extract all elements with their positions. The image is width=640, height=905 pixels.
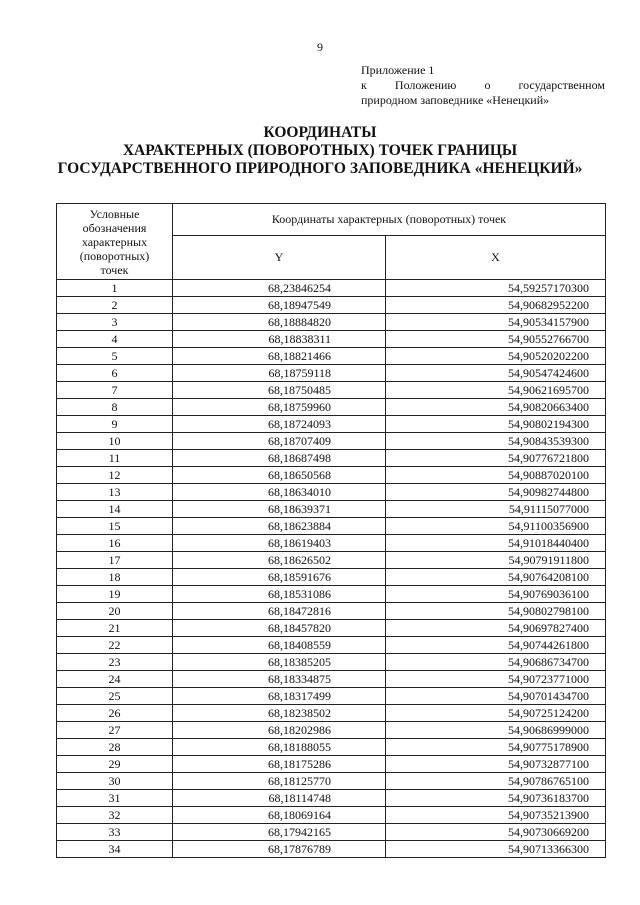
point-number-cell: 25 <box>57 688 173 705</box>
page-number: 9 <box>317 40 323 54</box>
point-label-header <box>57 204 173 280</box>
x-coordinate-cell: 54,90982744800 <box>386 484 606 501</box>
table-row <box>57 399 606 416</box>
y-coordinate-cell: 68,23846254 <box>173 280 386 297</box>
coordinates-table <box>56 203 606 858</box>
point-number-cell: 19 <box>57 586 173 603</box>
x-coordinate-cell: 54,90725124200 <box>386 705 606 722</box>
table-row <box>57 314 606 331</box>
point-number-cell: 9 <box>57 416 173 433</box>
point-number-cell: 11 <box>57 450 173 467</box>
appendix-line-2 <box>361 78 605 93</box>
y-coordinate-cell: 68,18457820 <box>173 620 386 637</box>
table-row <box>57 807 606 824</box>
point-number-cell: 4 <box>57 331 173 348</box>
y-coordinate-cell: 68,18317499 <box>173 688 386 705</box>
point-number-cell: 3 <box>57 314 173 331</box>
point-number-cell: 21 <box>57 620 173 637</box>
y-coordinate-cell: 68,18759960 <box>173 399 386 416</box>
appendix-line-1: Приложение 1 <box>361 63 435 77</box>
point-number-cell: 33 <box>57 824 173 841</box>
table-row <box>57 348 606 365</box>
y-coordinate-cell: 68,18069164 <box>173 807 386 824</box>
x-coordinate-cell: 54,59257170300 <box>386 280 606 297</box>
x-coordinate-cell: 54,91018440400 <box>386 535 606 552</box>
point-number-cell: 29 <box>57 756 173 773</box>
table-row <box>57 841 606 858</box>
table-row <box>57 569 606 586</box>
table-row <box>57 620 606 637</box>
table-row <box>57 484 606 501</box>
y-column-header: Y <box>173 236 386 280</box>
x-coordinate-cell: 54,90552766700 <box>386 331 606 348</box>
y-coordinate-cell: 68,18114748 <box>173 790 386 807</box>
y-coordinate-cell: 68,18884820 <box>173 314 386 331</box>
x-coordinate-cell: 54,90735213900 <box>386 807 606 824</box>
table-row <box>57 552 606 569</box>
y-coordinate-cell: 68,18188055 <box>173 739 386 756</box>
x-coordinate-cell: 54,90621695700 <box>386 382 606 399</box>
x-coordinate-cell: 54,90686999000 <box>386 722 606 739</box>
header-line: (поворотных) <box>79 248 150 263</box>
point-number-cell: 27 <box>57 722 173 739</box>
y-coordinate-cell: 68,18626502 <box>173 552 386 569</box>
table-row <box>57 654 606 671</box>
header-line: Условные <box>89 206 140 221</box>
title-line-3: ГОСУДАРСТВЕННОГО ПРИРОДНОГО ЗАПОВЕДНИКА «НЕНЕЦКИЙ» <box>57 160 583 177</box>
point-number-cell: 10 <box>57 433 173 450</box>
y-coordinate-cell: 68,18634010 <box>173 484 386 501</box>
x-coordinate-cell: 54,90701434700 <box>386 688 606 705</box>
x-coordinate-cell: 54,90776721800 <box>386 450 606 467</box>
y-coordinate-cell: 68,18125770 <box>173 773 386 790</box>
y-coordinate-cell: 68,18650568 <box>173 467 386 484</box>
y-coordinate-cell: 68,18175286 <box>173 756 386 773</box>
x-coordinate-cell: 54,90769036100 <box>386 586 606 603</box>
y-coordinate-cell: 68,18334875 <box>173 671 386 688</box>
x-coordinate-cell: 54,90802194300 <box>386 416 606 433</box>
point-number-cell: 14 <box>57 501 173 518</box>
appendix-note <box>361 63 605 108</box>
y-coordinate-cell: 68,18472816 <box>173 603 386 620</box>
table-row <box>57 382 606 399</box>
x-coordinate-cell: 54,90786765100 <box>386 773 606 790</box>
x-coordinate-cell: 54,90775178900 <box>386 739 606 756</box>
table-row <box>57 450 606 467</box>
point-number-cell: 1 <box>57 280 173 297</box>
y-coordinate-cell: 68,18821466 <box>173 348 386 365</box>
point-number-cell: 28 <box>57 739 173 756</box>
x-column-header: X <box>386 236 606 280</box>
appendix-word: о <box>484 78 491 92</box>
x-coordinate-cell: 54,90730669200 <box>386 824 606 841</box>
x-coordinate-cell: 54,90744261800 <box>386 637 606 654</box>
point-number-cell: 20 <box>57 603 173 620</box>
table-row <box>57 433 606 450</box>
x-coordinate-cell: 54,90820663400 <box>386 399 606 416</box>
table-row <box>57 705 606 722</box>
y-coordinate-cell: 68,18202986 <box>173 722 386 739</box>
y-coordinate-cell: 68,18531086 <box>173 586 386 603</box>
y-coordinate-cell: 68,18707409 <box>173 433 386 450</box>
table-row <box>57 365 606 382</box>
point-number-cell: 24 <box>57 671 173 688</box>
y-coordinate-cell: 68,18623884 <box>173 518 386 535</box>
table-row <box>57 637 606 654</box>
table-row <box>57 824 606 841</box>
y-coordinate-cell: 68,18591676 <box>173 569 386 586</box>
x-coordinate-cell: 54,90534157900 <box>386 314 606 331</box>
table-row <box>57 722 606 739</box>
table-row <box>57 467 606 484</box>
table-row <box>57 416 606 433</box>
point-number-cell: 5 <box>57 348 173 365</box>
appendix-line-3: природном заповеднике «Ненецкий» <box>361 93 550 107</box>
table-row <box>57 518 606 535</box>
table-row <box>57 535 606 552</box>
point-number-cell: 34 <box>57 841 173 858</box>
x-coordinate-cell: 54,91115077000 <box>386 501 606 518</box>
coordinates-group-header: Координаты характерных (поворотных) точек <box>173 204 606 236</box>
x-coordinate-cell: 54,90520202200 <box>386 348 606 365</box>
point-number-cell: 7 <box>57 382 173 399</box>
point-number-cell: 13 <box>57 484 173 501</box>
x-coordinate-cell: 54,90887020100 <box>386 467 606 484</box>
table-row <box>57 671 606 688</box>
y-coordinate-cell: 68,17876789 <box>173 841 386 858</box>
point-number-cell: 8 <box>57 399 173 416</box>
x-coordinate-cell: 54,90764208100 <box>386 569 606 586</box>
x-coordinate-cell: 54,90843539300 <box>386 433 606 450</box>
x-coordinate-cell: 54,91100356900 <box>386 518 606 535</box>
table-body <box>57 280 606 858</box>
x-coordinate-cell: 54,90682952200 <box>386 297 606 314</box>
point-number-cell: 31 <box>57 790 173 807</box>
point-number-cell: 32 <box>57 807 173 824</box>
point-number-cell: 18 <box>57 569 173 586</box>
point-number-cell: 12 <box>57 467 173 484</box>
point-number-cell: 22 <box>57 637 173 654</box>
point-number-cell: 15 <box>57 518 173 535</box>
y-coordinate-cell: 68,18838311 <box>173 331 386 348</box>
x-coordinate-cell: 54,90802798100 <box>386 603 606 620</box>
x-coordinate-cell: 54,90697827400 <box>386 620 606 637</box>
point-number-cell: 2 <box>57 297 173 314</box>
point-number-cell: 23 <box>57 654 173 671</box>
y-coordinate-cell: 68,18639371 <box>173 501 386 518</box>
table-row <box>57 501 606 518</box>
y-coordinate-cell: 68,18750485 <box>173 382 386 399</box>
table-row <box>57 586 606 603</box>
x-coordinate-cell: 54,90791911800 <box>386 552 606 569</box>
title-line-1: КООРДИНАТЫ <box>263 124 377 141</box>
x-coordinate-cell: 54,90723771000 <box>386 671 606 688</box>
y-coordinate-cell: 68,18947549 <box>173 297 386 314</box>
table-row <box>57 790 606 807</box>
x-coordinate-cell: 54,90732877100 <box>386 756 606 773</box>
table-row <box>57 603 606 620</box>
x-coordinate-cell: 54,90713366300 <box>386 841 606 858</box>
table-row <box>57 280 606 297</box>
document-title <box>0 124 640 178</box>
appendix-word: к <box>361 78 367 92</box>
y-coordinate-cell: 68,18687498 <box>173 450 386 467</box>
y-coordinate-cell: 68,18724093 <box>173 416 386 433</box>
x-coordinate-cell: 54,90736183700 <box>386 790 606 807</box>
table-row <box>57 688 606 705</box>
y-coordinate-cell: 68,18759118 <box>173 365 386 382</box>
y-coordinate-cell: 68,18238502 <box>173 705 386 722</box>
y-coordinate-cell: 68,17942165 <box>173 824 386 841</box>
header-line: точек <box>100 262 129 277</box>
table-row <box>57 773 606 790</box>
y-coordinate-cell: 68,18619403 <box>173 535 386 552</box>
appendix-word: государственном <box>518 78 605 92</box>
point-number-cell: 6 <box>57 365 173 382</box>
point-number-cell: 26 <box>57 705 173 722</box>
point-number-cell: 17 <box>57 552 173 569</box>
header-line: обозначения <box>82 220 147 235</box>
table-row <box>57 739 606 756</box>
x-coordinate-cell: 54,90686734700 <box>386 654 606 671</box>
appendix-word: Положению <box>394 78 457 92</box>
header-line: характерных <box>81 234 148 249</box>
title-line-2: ХАРАКТЕРНЫХ (ПОВОРОТНЫХ) ТОЧЕК ГРАНИЦЫ <box>122 142 518 159</box>
table-row <box>57 331 606 348</box>
x-coordinate-cell: 54,90547424600 <box>386 365 606 382</box>
y-coordinate-cell: 68,18408559 <box>173 637 386 654</box>
point-number-cell: 16 <box>57 535 173 552</box>
table-row <box>57 297 606 314</box>
y-coordinate-cell: 68,18385205 <box>173 654 386 671</box>
point-number-cell: 30 <box>57 773 173 790</box>
table-row <box>57 756 606 773</box>
